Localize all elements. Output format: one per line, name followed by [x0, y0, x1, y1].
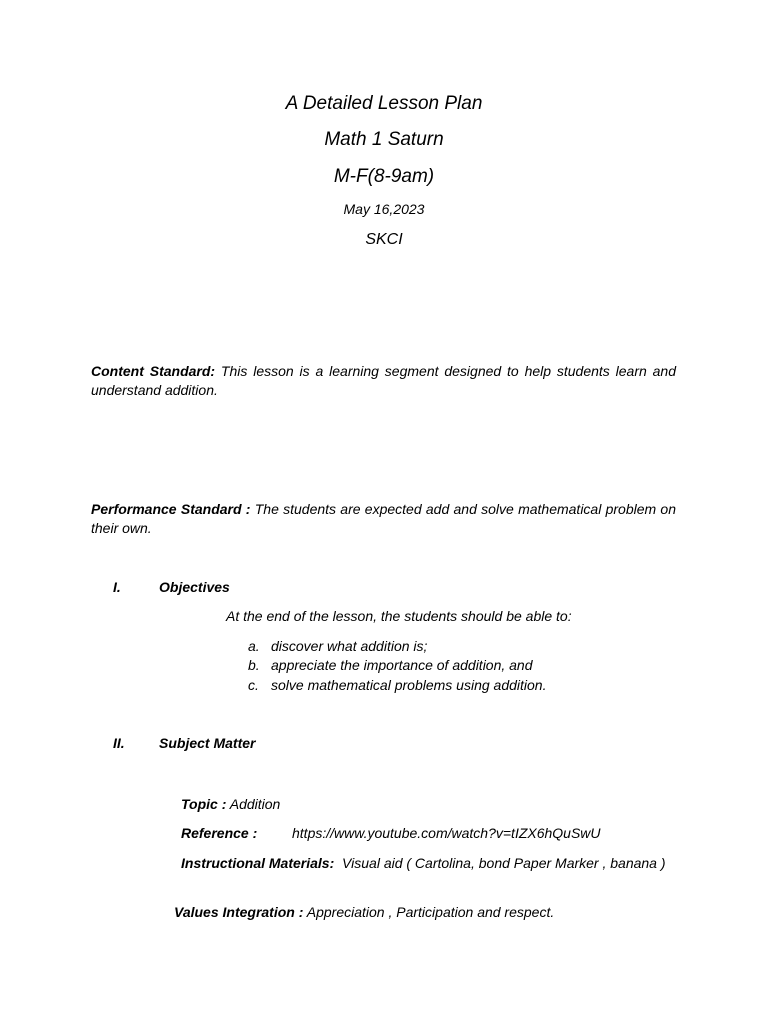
lesson-plan-title: A Detailed Lesson Plan	[285, 93, 483, 114]
performance-standard	[91, 500, 676, 538]
reference-link[interactable]: https://www.youtube.com/watch?v=tIZX6hQuSwU	[292, 825, 601, 841]
content-standard-text: This lesson is a learning segment designed to help students learn and understand addition.	[91, 363, 677, 398]
topic-label: Topic :	[181, 796, 227, 812]
content-standard-label: Content Standard:	[91, 363, 216, 379]
performance-standard-label: Performance Standard :	[91, 501, 251, 517]
materials-line	[181, 854, 675, 873]
objective-marker: c.	[248, 677, 259, 693]
objectives-heading: Objectives	[159, 579, 230, 595]
objective-text: appreciate the importance of addition, and	[271, 657, 533, 673]
school-name: SKCI	[365, 231, 403, 248]
objectives-intro: At the end of the lesson, the students should be able to:	[226, 608, 572, 624]
date: May 16,2023	[343, 201, 425, 217]
objective-marker: b.	[248, 657, 260, 673]
topic-value: Addition	[226, 796, 281, 812]
objective-item	[248, 677, 546, 693]
values-label: Values Integration :	[174, 904, 304, 920]
objectives-number: I.	[113, 579, 121, 595]
values-value: Appreciation , Participation and respect.	[303, 904, 555, 920]
subject-matter-number: II.	[113, 735, 125, 751]
objective-item	[248, 638, 427, 654]
subject-title: Math 1 Saturn	[324, 129, 444, 150]
objective-marker: a.	[248, 638, 260, 654]
performance-standard-text: The students are expected add and solve mathematical problem on their own.	[91, 501, 676, 536]
values-line	[174, 903, 554, 922]
materials-value: Visual aid ( Cartolina, bond Paper Marker , banana )	[334, 855, 666, 871]
topic-line	[181, 795, 280, 814]
reference-label: Reference :	[181, 825, 258, 841]
materials-label: Instructional Materials:	[181, 855, 335, 871]
objective-item	[248, 657, 533, 673]
subject-matter-heading: Subject Matter	[159, 735, 256, 751]
content-standard	[91, 362, 676, 400]
schedule: M-F(8-9am)	[333, 166, 435, 187]
objective-text: solve mathematical problems using addition.	[271, 677, 547, 693]
objective-text: discover what addition is;	[271, 638, 428, 654]
